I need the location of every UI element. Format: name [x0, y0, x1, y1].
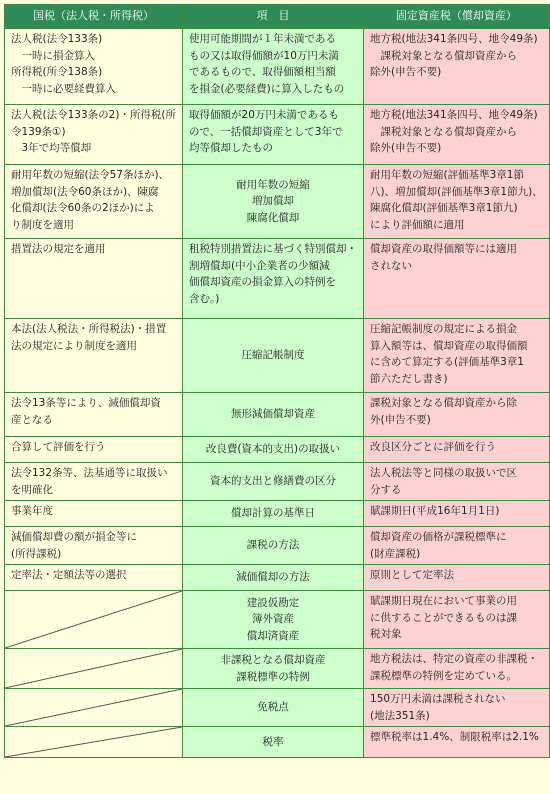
item-cell-line: 課税標準の特例	[236, 670, 310, 683]
table-row	[5, 565, 549, 591]
item-cell-line: 償却済資産	[246, 629, 300, 642]
fixed-asset-tax-cell-line: 税対象	[370, 628, 402, 640]
item-cell-line: 割増償却(中小企業者の少額減	[189, 259, 330, 272]
item-cell	[183, 239, 364, 319]
fixed-asset-tax-cell	[364, 649, 549, 689]
item-cell	[183, 105, 364, 165]
fixed-asset-tax-cell	[364, 165, 549, 239]
national-tax-cell-line: 法人税(法令133条)	[11, 33, 103, 45]
national-tax-cell-line: 産となる	[11, 413, 53, 426]
table-row	[5, 527, 549, 565]
national-tax-cell	[5, 105, 183, 165]
national-tax-cell-line: 一時に必要経費算入	[11, 82, 116, 95]
national-tax-cell	[5, 565, 183, 591]
item-cell-line: 租税特別措置法に基づく特別償却・	[189, 243, 358, 255]
table-row	[5, 319, 549, 393]
fixed-asset-tax-cell-line: 150万円未満は課税されない	[370, 693, 506, 705]
table-row	[5, 689, 549, 727]
national-tax-cell-line: 令139条①)	[11, 125, 66, 138]
item-cell	[183, 649, 364, 689]
fixed-asset-tax-cell-line: 原則として定率法	[370, 569, 455, 581]
national-tax-cell-line: (所得課税)	[11, 547, 62, 560]
fixed-asset-tax-cell-line: 耐用年数の短縮(評価基準3章1節	[370, 169, 524, 181]
item-cell-line: 使用可能期間が１年未満である	[189, 33, 337, 45]
table-row	[5, 29, 549, 105]
item-cell-line: 非課税となる償却資産	[220, 654, 326, 666]
table-row	[5, 393, 549, 437]
table-body	[5, 29, 549, 757]
item-cell	[183, 527, 364, 565]
national-tax-cell	[5, 463, 183, 501]
item-cell-line: 耐用年数の短縮	[236, 178, 310, 191]
table-row	[5, 591, 549, 649]
national-tax-cell-line: 事業年度	[11, 505, 53, 517]
fixed-asset-tax-cell-line: に含めて算定する(評価基準3章1	[370, 356, 524, 368]
diagonal-line	[5, 727, 182, 757]
fixed-asset-tax-cell	[364, 29, 549, 105]
diagonal-slash	[5, 727, 182, 757]
fixed-asset-tax-cell	[364, 393, 549, 437]
fixed-asset-tax-cell-line: 課税対象となる償却資産から	[370, 125, 518, 138]
national-tax-cell-line: 措置法の規定を適用	[11, 243, 106, 255]
fixed-asset-tax-cell-line: 節六ただし書き)	[370, 372, 448, 385]
item-cell-line: 均等償却したもの	[189, 142, 274, 154]
item-cell	[183, 501, 364, 527]
fixed-asset-tax-cell	[364, 239, 549, 319]
item-cell-line: 税率	[262, 735, 284, 748]
fixed-asset-tax-cell-line: 法人税法等と同様の取扱いで区	[370, 467, 518, 479]
national-tax-cell-line: 法令132条等、法基通等に取扱い	[11, 467, 168, 479]
fixed-asset-tax-cell	[364, 689, 549, 727]
national-tax-cell-line: 本法(法人税法・所得税法)・措置	[11, 323, 167, 335]
item-cell-line: 簿外資産	[252, 613, 295, 626]
table-header-row	[5, 5, 549, 29]
fixed-asset-tax-cell-line: されない	[370, 259, 413, 272]
national-tax-cell	[5, 437, 183, 463]
fixed-asset-tax-cell	[364, 501, 549, 527]
national-tax-cell-empty	[5, 649, 183, 689]
item-cell-line: 資本的支出と修繕費の区分	[210, 475, 337, 488]
national-tax-cell-line: 増加償却(法令60条ほか)、陳腐	[11, 185, 159, 198]
item-cell-line: 増加償却	[252, 195, 295, 208]
fixed-asset-tax-cell-line: 除外(申告不要)	[370, 142, 442, 154]
national-tax-cell	[5, 527, 183, 565]
item-cell-line: 陳腐化償却	[246, 211, 300, 224]
fixed-asset-tax-cell-line: 圧縮記帳制度の規定による損金	[370, 323, 518, 335]
item-cell-line: 償却計算の基準日	[231, 507, 316, 520]
national-tax-cell-line: 化償却(法令60条の2ほか)によ	[11, 202, 155, 214]
item-cell-line: 改良費(資本的支出)の取扱い	[205, 443, 341, 456]
fixed-asset-tax-cell-line: 課税対象となる償却資産から除	[370, 397, 518, 409]
item-cell	[183, 437, 364, 463]
national-tax-cell-line: 一時に損金算入	[11, 49, 95, 62]
national-tax-cell	[5, 319, 183, 393]
fixed-asset-tax-cell-line: 地方税(地法341条四号、地令49条)	[370, 109, 538, 121]
item-cell-line: 圧縮記帳制度	[241, 349, 305, 362]
table-row	[5, 727, 549, 757]
national-tax-cell	[5, 165, 183, 239]
item-cell-line: 取得価額が20万円未満であるも	[189, 109, 339, 121]
fixed-asset-tax-cell-line: 償却資産の取得価額等には適用	[370, 243, 518, 255]
header-fixed-asset-tax: 固定資産税（償却資産）	[364, 5, 549, 29]
item-cell-line: もの又は取得価額が10万円未満	[189, 49, 339, 62]
national-tax-cell-line: 法人税(法令133条の2)・所得税(所	[11, 109, 177, 121]
item-cell-line: 減価償却の方法	[236, 571, 310, 584]
national-tax-cell-empty	[5, 727, 183, 757]
fixed-asset-tax-cell-line: 外(申告不要)	[370, 413, 431, 426]
fixed-asset-tax-cell-line: 課税対象となる償却資産から	[370, 49, 518, 62]
item-cell	[183, 689, 364, 727]
item-cell	[183, 29, 364, 105]
table-row	[5, 649, 549, 689]
fixed-asset-tax-cell-line: 陳腐化償却(評価基準3章1節九)	[370, 202, 518, 214]
item-cell	[183, 591, 364, 649]
fixed-asset-tax-cell	[364, 591, 549, 649]
item-cell	[183, 727, 364, 757]
national-tax-cell-line: 法令13条等により、減価償却資	[11, 397, 161, 409]
diagonal-line	[5, 689, 182, 726]
item-cell-line: 免税点	[257, 701, 289, 714]
item-cell-line: 建設仮勘定	[246, 596, 300, 609]
item-cell-line: を損金(必要経費)に算入したもの	[189, 82, 345, 95]
item-cell-line: であるもので、取得価額相当額	[189, 66, 336, 78]
diagonal-slash	[5, 649, 182, 688]
national-tax-cell-line: 合算して評価を行う	[11, 441, 106, 453]
national-tax-cell	[5, 393, 183, 437]
fixed-asset-tax-cell-line: (財産課税)	[370, 547, 421, 560]
national-tax-cell-empty	[5, 689, 183, 727]
diagonal-slash	[5, 591, 182, 648]
fixed-asset-tax-cell-line: 算入額等は、償却資産の取得価額	[370, 339, 528, 352]
fixed-asset-tax-cell-line: により評価額に適用	[370, 218, 465, 231]
fixed-asset-tax-cell-line: 償却資産の価格が課税標準に	[370, 531, 507, 543]
fixed-asset-tax-cell-line: 賦課期日(平成16年1月1日)	[370, 505, 500, 517]
diagonal-line	[5, 649, 182, 688]
fixed-asset-tax-cell-line: 地方税法は、特定の資産の非課税・	[370, 653, 539, 665]
header-item: 項 目	[183, 5, 364, 29]
item-cell-line: 課税の方法	[246, 539, 300, 552]
fixed-asset-tax-cell	[364, 527, 549, 565]
fixed-asset-tax-cell	[364, 463, 549, 501]
national-tax-cell-line: 3年で均等償却	[11, 142, 92, 154]
item-cell	[183, 165, 364, 239]
table-row	[5, 437, 549, 463]
national-tax-cell-line: 耐用年数の短縮(法令57条ほか)、	[11, 169, 170, 181]
fixed-asset-tax-cell-line: 分する	[370, 483, 402, 496]
table-row	[5, 463, 549, 501]
national-tax-cell-empty	[5, 591, 183, 649]
comparison-table	[4, 4, 550, 758]
header-national-tax: 国税（法人税・所得税）	[5, 5, 183, 29]
fixed-asset-tax-cell	[364, 319, 549, 393]
item-cell-line: 価償却資産の損金算入の特例を	[189, 276, 337, 288]
table-row	[5, 165, 549, 239]
fixed-asset-tax-cell	[364, 105, 549, 165]
national-tax-cell	[5, 29, 183, 105]
fixed-asset-tax-cell	[364, 727, 549, 757]
table-row	[5, 501, 549, 527]
fixed-asset-tax-cell-line: 改良区分ごとに評価を行う	[370, 441, 497, 453]
table-row	[5, 105, 549, 165]
national-tax-cell	[5, 239, 183, 319]
diagonal-line	[5, 591, 182, 648]
item-cell-line: ので、一括償却資産として3年で	[189, 125, 343, 138]
item-cell-line: 無形減価償却資産	[231, 408, 316, 421]
item-cell-line: 含む。)	[189, 292, 220, 305]
fixed-asset-tax-cell-line: 標準税率は1.4%、制限税率は2.1%	[370, 731, 539, 743]
diagonal-slash	[5, 689, 182, 726]
national-tax-cell-line: 定率法・定額法等の選択	[11, 569, 127, 581]
national-tax-cell-line: 所得税(所令138条)	[11, 66, 103, 78]
national-tax-cell-line: り制度を適用	[11, 218, 74, 231]
national-tax-cell-line: 法の規定により制度を適用	[11, 339, 137, 352]
national-tax-cell	[5, 501, 183, 527]
fixed-asset-tax-cell-line: 課税標準の特例を定めている。	[370, 669, 518, 682]
national-tax-cell-line: 減価償却費の額が損金等に	[11, 531, 137, 543]
fixed-asset-tax-cell-line: 八)、増加償却(評価基準3章1節九)、	[370, 185, 543, 198]
fixed-asset-tax-cell-line: 賦課期日現在において事業の用	[370, 595, 518, 607]
national-tax-cell-line: を明確化	[11, 483, 53, 496]
item-cell	[183, 319, 364, 393]
item-cell	[183, 565, 364, 591]
item-cell	[183, 463, 364, 501]
fixed-asset-tax-cell-line: に供することができるものは課	[370, 611, 518, 624]
fixed-asset-tax-cell	[364, 437, 549, 463]
fixed-asset-tax-cell-line: (地法351条)	[370, 709, 430, 722]
fixed-asset-tax-cell-line: 除外(申告不要)	[370, 66, 442, 78]
item-cell	[183, 393, 364, 437]
fixed-asset-tax-cell	[364, 565, 549, 591]
fixed-asset-tax-cell-line: 地方税(地法341条四号、地令49条)	[370, 33, 538, 45]
table-row	[5, 239, 549, 319]
